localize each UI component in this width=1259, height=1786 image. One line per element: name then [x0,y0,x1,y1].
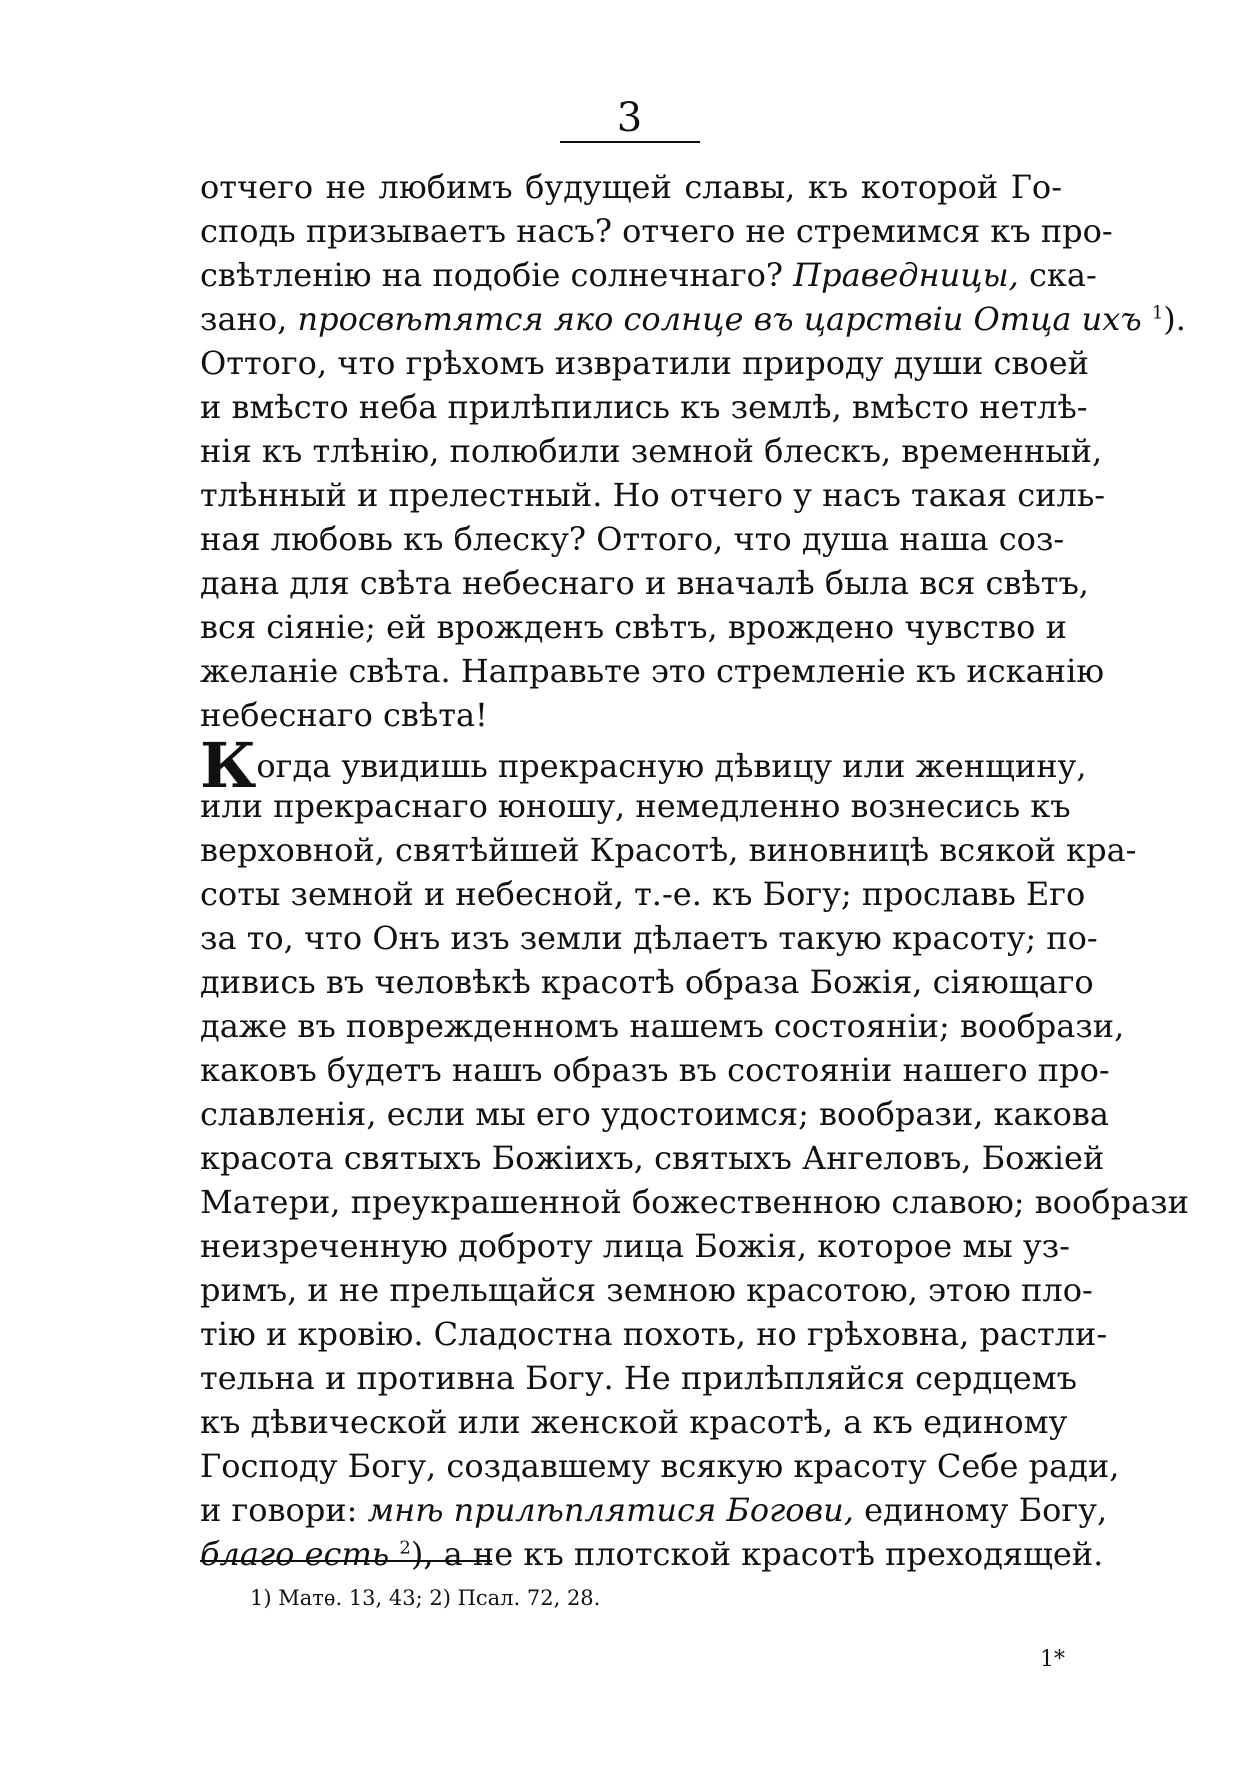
text-line: тельна и противна Богу. Не прилѣпляйся сердцемъ [200,1359,1077,1397]
text-line: Оттого, что грѣхомъ извратили природу души своей [200,344,1089,382]
text-line: римъ, и не прельщайся земною красотою, этою пло- [200,1271,1093,1309]
text-segment: ). [1163,300,1186,338]
text-line [200,253,1097,297]
text-line: даже въ поврежденномъ нашемъ состояніи; вообрази, [200,1007,1125,1045]
text-line: къ дѣвической или женской красотѣ, а къ единому [200,1403,1068,1441]
italic-quote: мнѣ прилѣплятися Богови, [367,1491,854,1529]
text-line: дивись въ человѣкѣ красотѣ образа Божія, сіяющаго [200,963,1094,1001]
text-line [200,729,1087,802]
text-line: славленія, если мы его удостоимся; вообрази, какова [200,1095,1109,1133]
text-line: отчего не любимъ будущей славы, къ которой Го- [200,168,1062,206]
text-line: ная любовь къ блеску? Оттого, что душа наша соз- [200,520,1065,558]
text-line: нія къ тлѣнію, полюбили земной блескъ, временный, [200,432,1103,470]
text-line: и вмѣсто неба прилѣпились къ землѣ, вмѣсто нетлѣ- [200,388,1088,426]
page-number: 3 [616,95,643,141]
text-line: Господу Богу, создавшему всякую красоту Себе ради, [200,1447,1120,1485]
footnote: 1) Матѳ. 13, 43; 2) Псал. 72, 28. [250,1586,601,1610]
text-line: за то, что Онъ изъ земли дѣлаетъ такую красоту; по- [200,919,1098,957]
text-line: Матери, преукрашенной божественною славою; вообрази [200,1183,1189,1221]
footnote-ref: 2 [399,1537,411,1559]
text-line: красота святыхъ Божіихъ, святыхъ Ангеловъ, Божіей [200,1139,1105,1177]
paragraph-1 [200,165,1186,737]
text-line: сподь призываетъ насъ? отчего не стремимся къ про- [200,212,1113,250]
drop-cap: К [200,729,255,802]
text-line: желаніе свѣта. Направьте это стремленіе къ исканію [200,652,1105,690]
text-line: тлѣнный и прелестный. Но отчего у насъ такая силь- [200,476,1106,514]
text-line: или прекраснаго юношу, немедленно вознесись къ [200,787,1071,825]
text-segment: ), а не къ плотской красотѣ преходящей. [410,1535,1104,1573]
footnote-rule [200,1560,492,1562]
italic-quote: просвѣтятся яко солнце въ царствіи Отца ихъ [297,300,1142,338]
text-line [200,1488,1108,1532]
text-segment: ска- [1028,256,1097,294]
header-rule [560,141,700,143]
footnote-ref: 1 [1151,302,1164,324]
text-segment: зано, [200,300,288,338]
text-line: соты земной и небесной, т.-е. къ Богу; прославь Его [200,875,1086,913]
paragraph-2 [200,729,1189,1576]
text-segment: и говори: [200,1491,358,1529]
text-line: тію и кровію. Сладостна похоть, но грѣховна, растли- [200,1315,1108,1353]
text-segment: свѣтленію на подобіе солнечнаго? [200,256,784,294]
italic-quote: Праведницы, [793,256,1019,294]
italic-quote: благо есть [200,1535,390,1573]
signature-mark: 1* [1040,1647,1065,1672]
text-line: неизреченную доброту лица Божія, которое мы уз- [200,1227,1070,1265]
text-segment: огда увидишь прекрасную дѣвицу или женщину, [256,747,1087,785]
text-line: дана для свѣта небеснаго и вначалѣ была вся свѣтъ, [200,564,1089,602]
text-line [200,1532,1104,1576]
text-segment: единому Богу, [864,1491,1108,1529]
text-line: каковъ будетъ нашъ образъ въ состояніи нашего про- [200,1051,1110,1089]
text-line: небеснаго свѣта! [200,696,488,734]
text-line: вся сіяніе; ей врожденъ свѣтъ, врождено чувство и [200,608,1067,646]
text-line [200,297,1186,341]
text-line: верховной, святѣйшей Красотѣ, виновницѣ всякой кра- [200,831,1137,869]
